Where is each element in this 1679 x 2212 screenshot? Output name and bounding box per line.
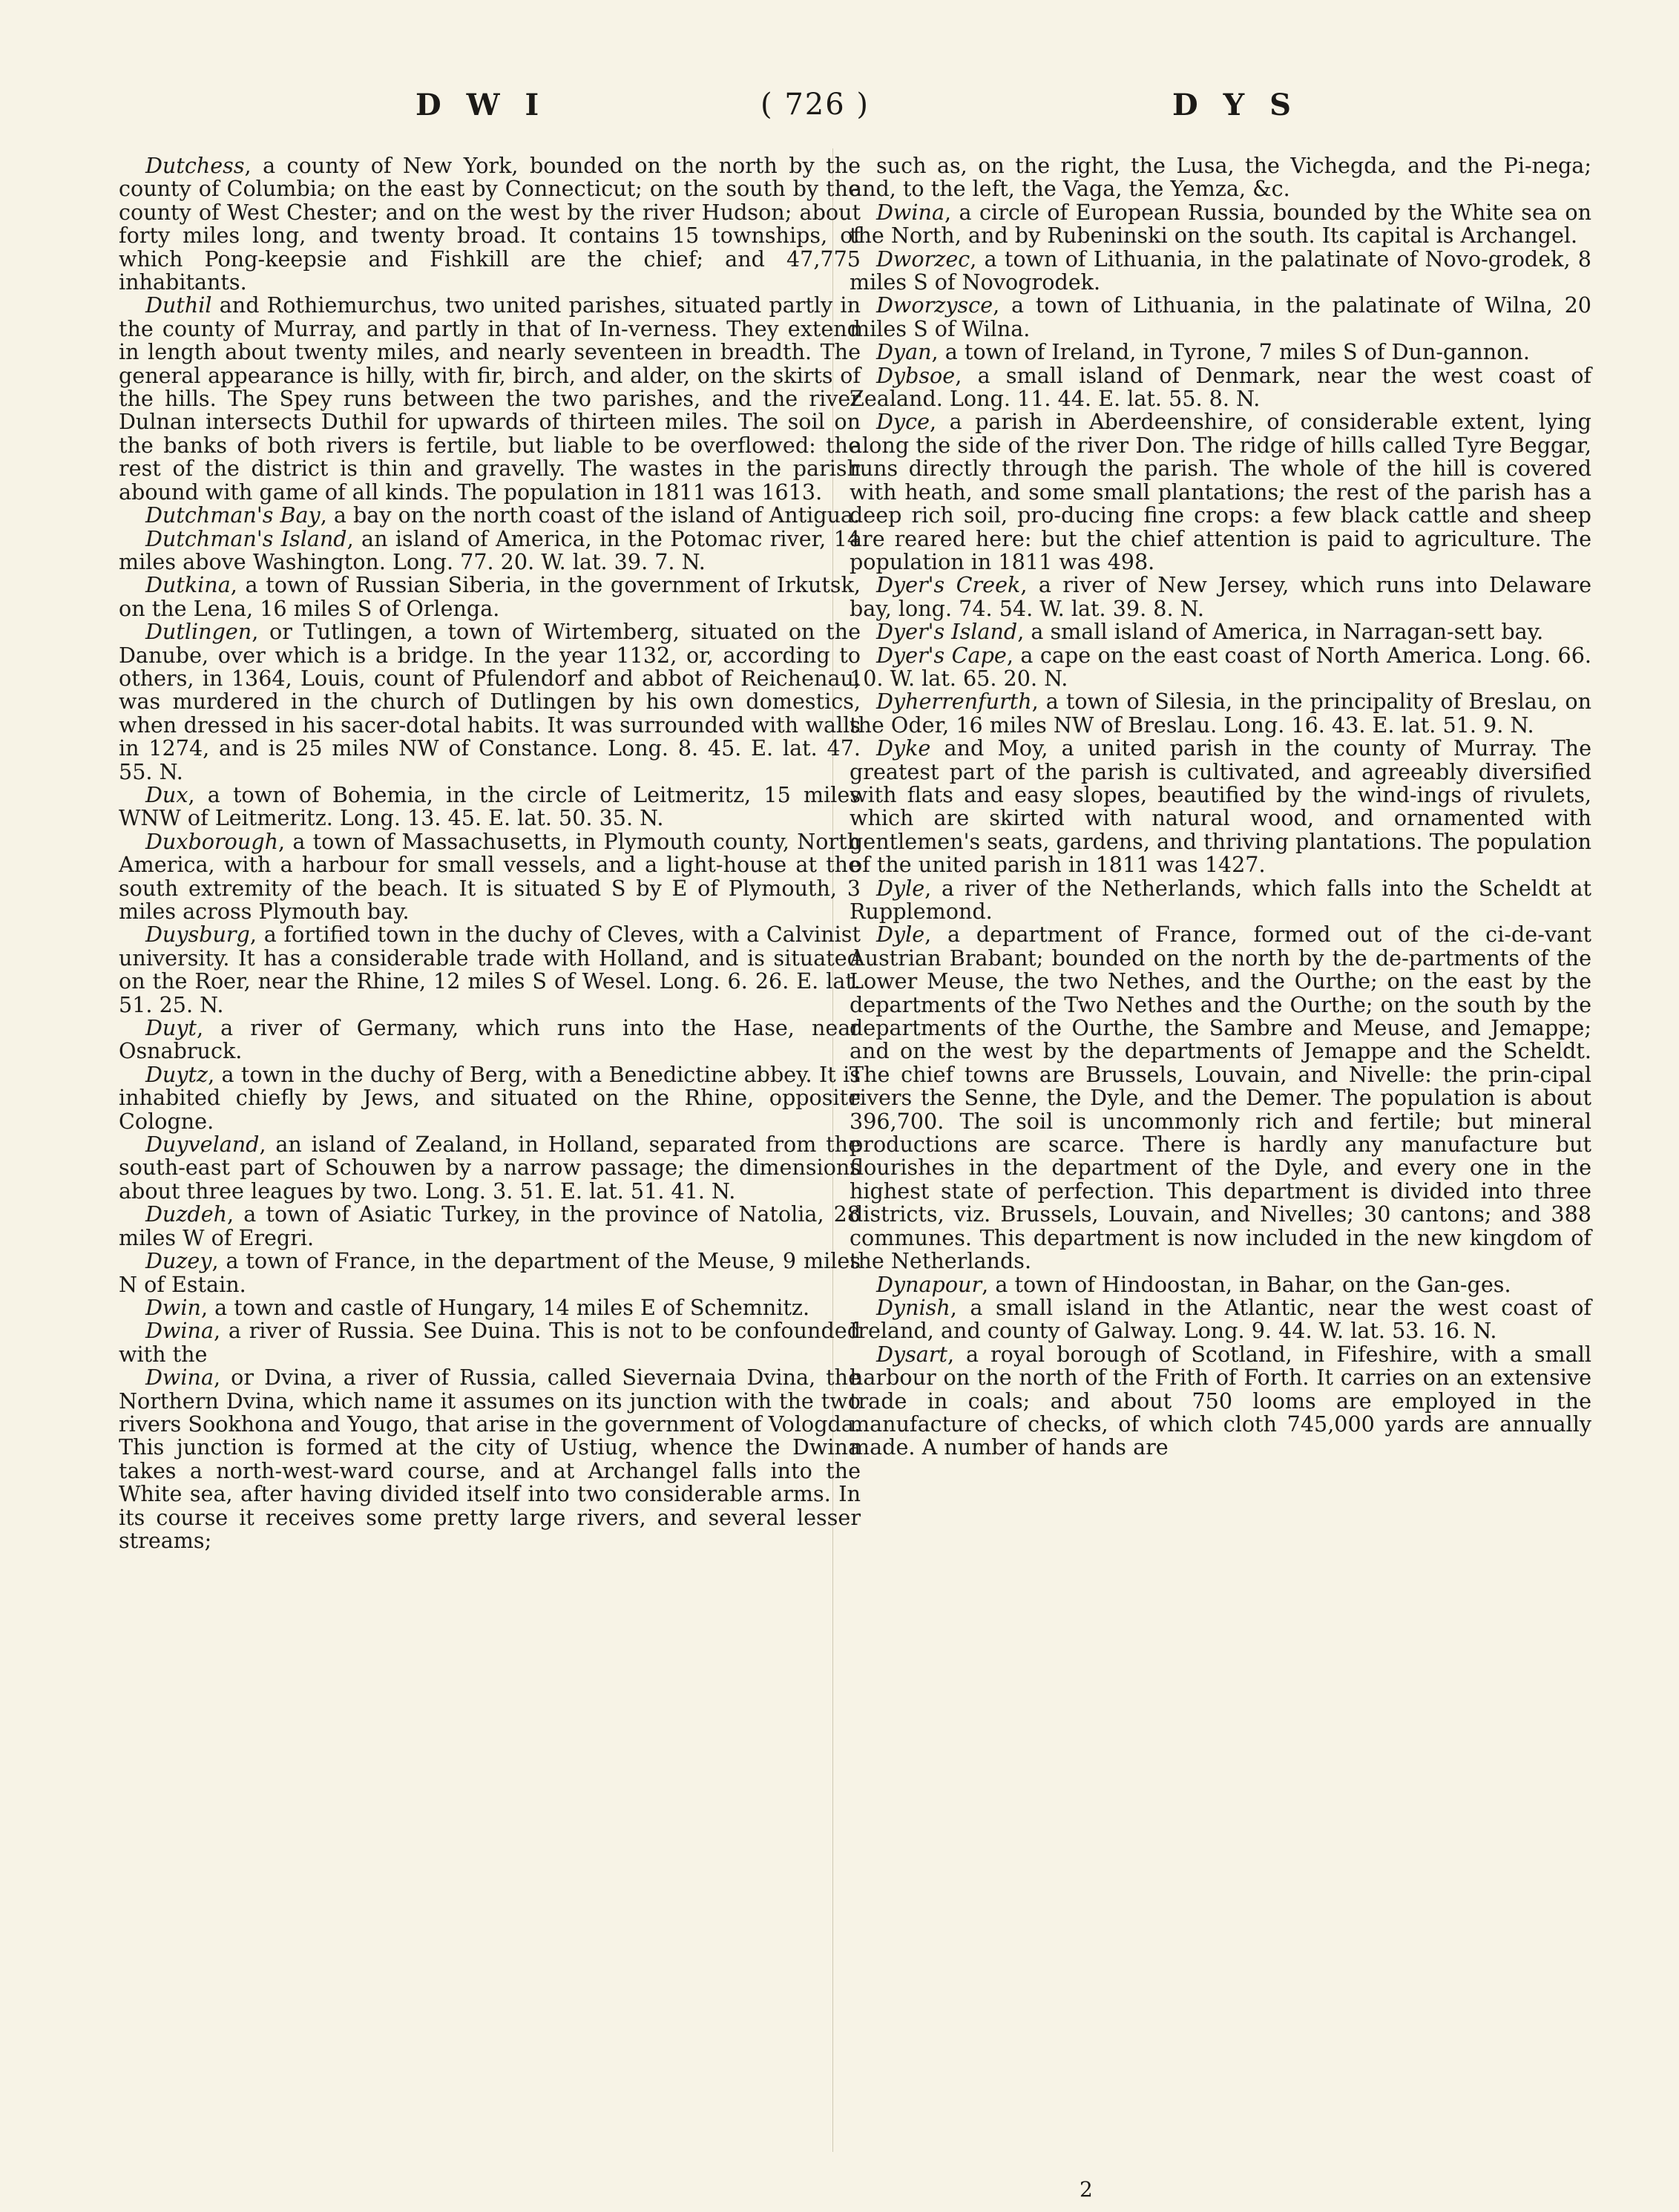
- gazetteer-entry: [119, 1296, 861, 1319]
- header-left-catchword: D W I: [415, 88, 547, 122]
- gazetteer-entry: [850, 364, 1591, 411]
- entry-headword: Duyveland: [145, 1132, 260, 1158]
- entry-text: , a circle of European Russia, bounded by the White sea on the North, and by Rubeninski on the south. Its capital is Archangel.: [850, 199, 1591, 249]
- entry-headword: Duthil: [145, 292, 212, 318]
- gazetteer-entry: [119, 1133, 861, 1203]
- entry-text: , a town of Silesia, in the principality of Breslau, on the Oder, 16 miles NW of Breslau. Long. 16. 43. E. lat. 51. 9. N.: [850, 689, 1591, 738]
- gazetteer-entry: [850, 737, 1591, 876]
- entry-headword: Dworzysce: [876, 292, 993, 318]
- entry-text: , a town of France, in the department of the Meuse, 9 miles N of Estain.: [119, 1248, 861, 1297]
- gazetteer-entry: [850, 1296, 1591, 1343]
- entry-headword: Dyke: [876, 735, 931, 761]
- gazetteer-entry: [119, 294, 861, 504]
- entry-headword: Duytz: [145, 1061, 208, 1087]
- entry-text: , a parish in Aberdeenshire, of considerable extent, lying along the side of the river Don. The ridge of hills called Tyre Beggar, runs directly through the parish. The whole of the hill is covered with heath, and some small plantations; the rest of the parish has a deep rich soil, pro-ducing fine crops: a few black cattle and sheep are reared here: but the chief attention is paid to agriculture. The population in 1811 was 498.: [850, 409, 1591, 574]
- entry-text: , a town in the duchy of Berg, with a Benedictine abbey. It is inhabited chiefly by Jews, and situated on the Rhine, opposite Cologne.: [119, 1061, 861, 1134]
- entry-headword: Duzdeh: [145, 1201, 228, 1227]
- gazetteer-entry: [119, 574, 861, 620]
- entry-text: , a river of New Jersey, which runs into Delaware bay, long. 74. 54. W. lat. 39. 8. N.: [850, 572, 1591, 621]
- entry-text: , an island of America, in the Potomac river, 14 miles above Washington. Long. 77. 20. W. lat. 39. 7. N.: [119, 525, 861, 574]
- entry-text: , or Tutlingen, a town of Wirtemberg, situated on the Danube, over which is a bridge. In the year 1132, or, according to others, in 1364, Louis, count of Pfulendorf and abbot of Reichenau, was murdered in the church of Dutlingen by his own domestics, when dressed in his sacer-dotal habits. It was surrounded with walls in 1274, and is 25 miles NW of Constance. Long. 8. 45. E. lat. 47. 55. N.: [119, 619, 861, 784]
- entry-headword: Dwina: [145, 1318, 214, 1344]
- entry-text: and Rothiemurchus, two united parishes, situated partly in the county of Murray, and partly in that of In-verness. They extend in length about twenty miles, and nearly seventeen in breadth. The general appearance is hilly, with fir, birch, and alder, on the skirts of the hills. The Spey runs between the two parishes, and the river Dulnan intersects Duthil for upwards of thirteen miles. The soil on the banks of both rivers is fertile, but liable to be overflowed: the rest of the district is thin and gravelly. The wastes in the parish abound with game of all kinds. The population in 1811 was 1613.: [119, 292, 861, 505]
- gazetteer-entry: [119, 504, 861, 527]
- entry-headword: Dyce: [876, 409, 930, 435]
- entry-headword: Dutkina: [145, 572, 231, 598]
- entry-text: , a town of Asiatic Turkey, in the province of Natolia, 28 miles W of Eregri.: [119, 1201, 861, 1250]
- entry-headword: Dutchess: [145, 153, 245, 178]
- gazetteer-entry: [119, 781, 861, 831]
- entry-text: , a bay on the north coast of the island of Antigua.: [320, 502, 861, 528]
- gazetteer-entry: [119, 525, 861, 574]
- running-head: [0, 88, 1679, 132]
- entry-text: , a town of Russian Siberia, in the government of Irkutsk, on the Lena, 16 miles S of Orlenga.: [119, 572, 861, 621]
- entry-headword: Dynish: [876, 1294, 950, 1320]
- entry-headword: Duzey: [145, 1248, 212, 1274]
- gazetteer-entry: [119, 923, 861, 1017]
- entry-text: and Moy, a united parish in the county of Murray. The greatest part of the parish is cultivated, and agreeably diversified with flats and easy slopes, beautified by the wind-ings of rivulets, which are skirted with natural wood, and ornamented with gentlemen's seats, gardens, and thriving plantations. The population of the united parish in 1811 was 1427.: [850, 735, 1591, 878]
- gazetteer-entry: [119, 1063, 861, 1133]
- entry-headword: Dyherrenfurth: [876, 689, 1032, 715]
- entry-text: , a town of Lithuania, in the palatinate of Wilna, 20 miles S of Wilna.: [850, 292, 1591, 341]
- entry-text: , a small island in the Atlantic, near the west coast of Ireland, and county of Galway. Long. 9. 44. W. lat. 53. 16. N.: [850, 1294, 1591, 1344]
- gazetteer-entry: [850, 620, 1591, 643]
- entry-text: , a town of Lithuania, in the palatinate of Novo-grodek, 8 miles S of Novogrodek.: [850, 246, 1591, 295]
- entry-headword: Dynapour: [876, 1271, 982, 1297]
- gazetteer-entry: [850, 294, 1591, 341]
- entry-text: , a river of Germany, which runs into the Hase, near Osnabruck.: [119, 1015, 861, 1064]
- entry-headword: Dux: [145, 781, 188, 807]
- entry-text: , a department of France, formed out of the ci-de-vant Austrian Brabant; bounded on the north by the de-partments of the Lower Meuse, the two Nethes, and the Ourthe; on the east by the departments of the Two Nethes and the Ourthe; on the south by the departments of the Ourthe, the Sambre and Meuse, and Jemappe; and on the west by the departments of Jemappe and the Scheldt. The chief towns are Brussels, Louvain, and Nivelle: the prin-cipal rivers the Senne, the Dyle, and the Demer. The population is about 396,700. The soil is uncommonly rich and fertile; but mineral productions are scarce. There is hardly any manufacture but flourishes in the department of the Dyle, and every one in the highest state of perfection. This department is divided into three districts, viz. Brussels, Louvain, and Nivelles; 30 cantons; and 388 communes. This department is now included in the new kingdom of the Netherlands.: [850, 922, 1591, 1274]
- entry-headword: Dutchman's Bay: [145, 502, 321, 528]
- gazetteer-entry: [119, 1203, 861, 1250]
- entry-headword: Dutchman's Island: [145, 525, 347, 551]
- entry-headword: Duyt: [145, 1015, 197, 1041]
- gazetteer-entry: [850, 248, 1591, 295]
- entry-headword: Dysart: [876, 1341, 947, 1367]
- gazetteer-entry: [850, 410, 1591, 574]
- gazetteer-entry: [850, 154, 1591, 201]
- entry-text: , a town of Hindoostan, in Bahar, on the Gan-ges.: [982, 1271, 1511, 1297]
- gazetteer-entry: [850, 923, 1591, 1273]
- entry-text: , a royal borough of Scotland, in Fifeshire, with a small harbour on the north of the Frith of Forth. It carries on an extensive trade in coals; and about 750 looms are employed in the manufacture of checks, of which cloth 745,000 yards are annually made. A number of hands are: [850, 1341, 1591, 1460]
- entry-text: , a river of the Netherlands, which falls into the Scheldt at Rupplemond.: [850, 875, 1591, 924]
- gazetteer-entry: [850, 201, 1591, 248]
- entry-headword: Dyer's Cape: [876, 642, 1007, 668]
- gazetteer-entry: [850, 341, 1591, 364]
- entry-text: , an island of Zealand, in Holland, separated from the south-east part of Schouwen by a narrow passage; the dimensions about three leagues by two. Long. 3. 51. E. lat. 51. 41. N.: [119, 1132, 861, 1204]
- entry-text: such as, on the right, the Lusa, the Vichegda, and the Pi-nega; and, to the left, the Vaga, the Yemza, &c.: [850, 153, 1591, 202]
- right-column: [850, 154, 1591, 1460]
- gazetteer-entry: [850, 574, 1591, 620]
- entry-headword: Dyle: [876, 875, 925, 901]
- entry-text: , a town of Ireland, in Tyrone, 7 miles S of Dun-gannon.: [931, 339, 1530, 365]
- gazetteer-entry: [119, 1366, 861, 1552]
- gazetteer-entry: [850, 644, 1591, 691]
- entry-headword: Dybsoe: [876, 362, 956, 388]
- gazetteer-entry: [119, 1017, 861, 1063]
- entry-text: , a river of Russia. See Duina. This is not to be confounded with the: [119, 1318, 861, 1367]
- entry-headword: Dyan: [876, 339, 932, 365]
- signature-mark: 2: [1080, 2177, 1093, 2202]
- gazetteer-entry: [850, 877, 1591, 924]
- entry-text: , a town of Bohemia, in the circle of Leitmeritz, 15 miles WNW of Leitmeritz. Long. 13. 45. E. lat. 50. 35. N.: [119, 781, 861, 831]
- entry-headword: Dyer's Creek: [876, 572, 1021, 598]
- entry-headword: Dworzec: [876, 246, 970, 272]
- header-right-catchword: D Y S: [1172, 88, 1298, 122]
- gazetteer-entry: [119, 620, 861, 784]
- entry-text: , or Dvina, a river of Russia, called Sievernaia Dvina, the Northern Dvina, which name it assumes on its junction with the two rivers Sookhona and Yougo, that arise in the government of Vologda. This junction is formed at the city of Ustiug, whence the Dwina takes a north-west-ward course, and at Archangel falls into the White sea, after having divided itself into two considerable arms. In its course it receives some pretty large rivers, and several lesser streams;: [119, 1365, 861, 1553]
- left-column: [119, 154, 861, 1552]
- gazetteer-entry: [850, 1343, 1591, 1460]
- entry-headword: Dwina: [145, 1365, 214, 1391]
- entry-headword: Dyle: [876, 922, 925, 948]
- entry-headword: Duysburg: [145, 922, 250, 948]
- entry-text: , a cape on the east coast of North America. Long. 66. 10. W. lat. 65. 20. N.: [850, 642, 1591, 691]
- entry-headword: Dutlingen: [145, 619, 252, 645]
- entry-headword: Dyer's Island: [876, 619, 1018, 645]
- gazetteer-entry: [850, 1273, 1591, 1296]
- entry-headword: Dwina: [876, 199, 945, 225]
- entry-text: , a town of Massachusetts, in Plymouth county, North America, with a harbour for small vessels, and a light-house at the south extremity of the beach. It is situated S by E of Plymouth, 3 miles across Plymouth bay.: [119, 828, 861, 924]
- page-number: ( 726 ): [760, 88, 870, 122]
- gazetteer-entry: [119, 1319, 861, 1366]
- entry-headword: Dwin: [145, 1294, 201, 1320]
- entry-headword: Duxborough: [145, 828, 279, 854]
- gazetteer-entry: [850, 690, 1591, 737]
- entry-text: , a small island of America, in Narragan-sett bay.: [1017, 619, 1544, 645]
- entry-text: , a town and castle of Hungary, 14 miles E of Schemnitz.: [200, 1294, 810, 1320]
- entry-text: , a fortified town in the duchy of Cleves, with a Calvinist university. It has a considerable trade with Holland, and is situated on the Roer, near the Rhine, 12 miles S of Wesel. Long. 6. 26. E. lat. 51. 25. N.: [119, 922, 861, 1017]
- gazetteer-entry: [119, 830, 861, 924]
- entry-text: , a small island of Denmark, near the west coast of Zealand. Long. 11. 44. E. lat. 55. 8. N.: [850, 362, 1591, 412]
- entry-text: , a county of New York, bounded on the north by the county of Columbia; on the east by Connecticut; on the south by the county of West Chester; and on the west by the river Hudson; about forty miles long, and twenty broad. It contains 15 townships, of which Pong-keepsie and Fishkill are the chief; and 47,775 inhabitants.: [119, 153, 861, 295]
- gazetteer-entry: [119, 1250, 861, 1296]
- gazetteer-entry: [119, 154, 861, 294]
